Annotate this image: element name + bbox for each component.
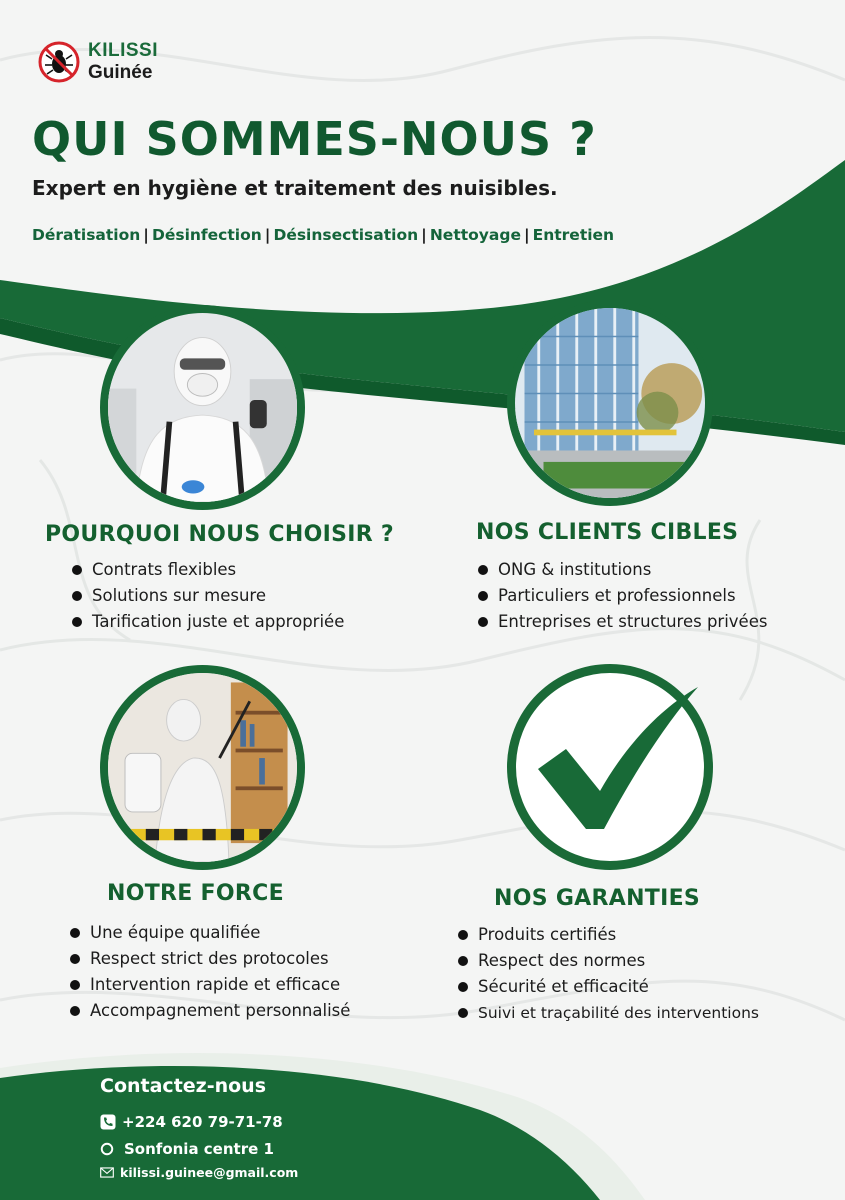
list-item: ONG & institutions (476, 557, 767, 583)
separator: | (523, 226, 530, 244)
list-item: Entreprises et structures privées (476, 609, 767, 635)
separator: | (421, 226, 427, 244)
strength-list (68, 920, 350, 1024)
services-list (32, 226, 614, 244)
service-item: Nettoyage (429, 226, 521, 244)
strength-title: NOTRE FORCE (107, 881, 284, 906)
service-item: Dératisation (32, 226, 141, 244)
list-item: Respect des normes (456, 948, 759, 974)
brand-country: Guinée (88, 62, 153, 83)
service-item: Désinsectisation (273, 226, 419, 244)
technician-photo (100, 305, 305, 510)
list-item: Une équipe qualifiée (68, 920, 350, 946)
list-item: Produits certifiés (456, 922, 759, 948)
checkmark-badge (507, 664, 713, 870)
page-title: QUI SOMMES-NOUS ? (32, 112, 597, 166)
list-item: Tarification juste et appropriée (70, 609, 344, 635)
list-item: Solutions sur mesure (70, 583, 344, 609)
guarantees-list (456, 922, 759, 1026)
phone-icon (100, 1114, 116, 1130)
bug-prohibited-icon (38, 41, 80, 83)
phone-number: +224 620 79-71-78 (122, 1113, 283, 1131)
list-item: Accompagnement personnalisé (68, 998, 350, 1024)
page-subtitle: Expert en hygiène et traitement des nuisibles. (32, 176, 558, 200)
why-us-list (70, 557, 344, 635)
separator: | (264, 226, 271, 244)
list-item: Suivi et traçabilité des interventions (456, 1000, 759, 1026)
guarantees-title: NOS GARANTIES (494, 886, 701, 911)
service-item: Désinfection (151, 226, 262, 244)
list-item: Intervention rapide et efficace (68, 972, 350, 998)
address-text: Sonfonia centre 1 (124, 1140, 274, 1158)
sprayer-photo (100, 665, 305, 870)
brand-logo (38, 40, 158, 84)
list-item: Particuliers et professionnels (476, 583, 767, 609)
contact-address (100, 1140, 274, 1158)
service-item: Entretien (532, 226, 615, 244)
location-circle-icon (100, 1142, 114, 1156)
clients-title: NOS CLIENTS CIBLES (476, 520, 739, 545)
separator: | (143, 226, 149, 244)
checkmark-icon (516, 673, 704, 861)
contact-phone[interactable] (100, 1113, 283, 1131)
email-address: kilissi.guinee@gmail.com (120, 1165, 299, 1180)
list-item: Contrats flexibles (70, 557, 344, 583)
list-item: Respect strict des protocoles (68, 946, 350, 972)
building-photo (507, 300, 713, 506)
why-us-title: POURQUOI NOUS CHOISIR ? (45, 522, 394, 547)
contact-title: Contactez-nous (100, 1075, 267, 1097)
brand-name: KILISSI (88, 40, 159, 61)
contact-email[interactable] (100, 1165, 298, 1180)
list-item: Sécurité et efficacité (456, 974, 759, 1000)
envelope-icon (100, 1167, 114, 1178)
clients-list (476, 557, 767, 635)
